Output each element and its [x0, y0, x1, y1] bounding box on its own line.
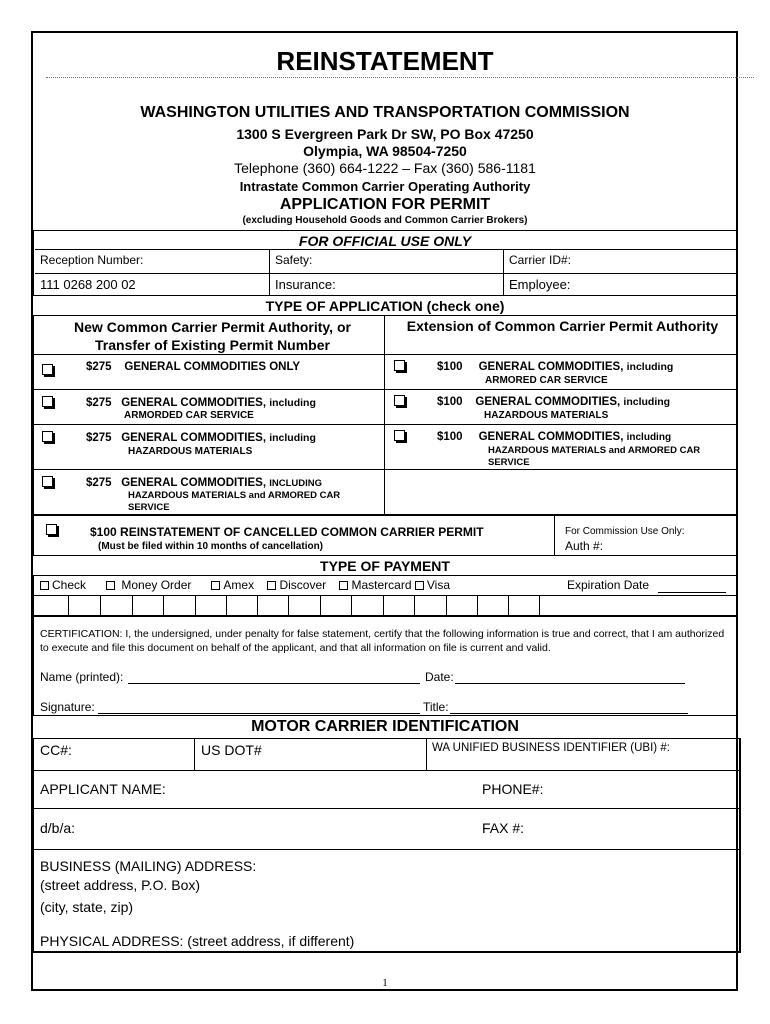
right-option-2-price: $100 — [437, 396, 463, 408]
agency-address-line2: Olympia, WA 98504-7250 — [303, 143, 467, 159]
form-title: REINSTATEMENT — [276, 46, 494, 76]
employee-label: Employee: — [509, 277, 571, 292]
official-col-1 — [269, 249, 270, 296]
right-option-3 — [437, 431, 671, 443]
card-grid-cell-divider — [257, 595, 258, 616]
app-rule-1 — [34, 354, 736, 355]
card-grid-cell-divider — [320, 595, 321, 616]
right-option-2-sub: HAZARDOUS MATERIALS — [484, 410, 609, 421]
card-grid-cell-divider — [414, 595, 415, 616]
left-option-1-price: $275 — [86, 361, 112, 373]
authority-line: Intrastate Common Carrier Operating Authority — [239, 179, 531, 194]
applicant-name-label: APPLICANT NAME: — [40, 781, 166, 797]
expiration-date-label: Expiration Date — [567, 578, 650, 592]
agency-phone: Telephone (360) 664-1222 – Fax (360) 586-1181 — [234, 160, 536, 176]
left-option-4 — [86, 477, 322, 489]
new-permit-heading: New Common Carrier Permit Authority, or Transfer of Existing Permit Number — [74, 319, 351, 353]
right-option-3-sub: HAZARDOUS MATERIALS and ARMORED CAR SERVICE — [488, 445, 701, 468]
card-grid-cell-divider — [163, 595, 164, 616]
left-option-4-sub: HAZARDOUS MATERIALS and ARMORED CAR SERVICE — [128, 490, 341, 513]
mc-col-1 — [194, 738, 195, 770]
insurance-label: Insurance: — [275, 277, 336, 292]
motor-carrier-title: MOTOR CARRIER IDENTIFICATION — [251, 718, 519, 735]
payment-money-order-label: Money Order — [121, 578, 192, 592]
payment-mastercard[interactable] — [339, 578, 411, 592]
official-use-title: FOR OFFICIAL USE ONLY — [298, 233, 472, 249]
us-dot-label: US DOT# — [201, 742, 262, 758]
app-rule-3 — [34, 424, 736, 425]
name-printed-label: Name (printed): — [40, 670, 124, 684]
carrier-id-label: Carrier ID#: — [509, 253, 572, 267]
physical-address-label: PHYSICAL ADDRESS: (street address, if different) — [40, 933, 355, 949]
mc-rule-2 — [33, 808, 741, 809]
right-option-3-main: GENERAL COMMODITIES, — [478, 431, 624, 443]
official-rule-2 — [35, 273, 736, 274]
signature-field[interactable] — [98, 713, 420, 714]
right-option-3-checkbox[interactable] — [394, 428, 405, 446]
application-title: APPLICATION FOR PERMIT — [279, 196, 491, 213]
card-grid-top — [34, 595, 736, 596]
title-field[interactable] — [450, 713, 688, 714]
card-grid-cell-divider — [351, 595, 352, 616]
left-option-3-main: GENERAL COMMODITIES, — [121, 432, 267, 444]
left-option-4-checkbox[interactable] — [42, 474, 53, 492]
mc-rule-1 — [33, 770, 741, 771]
fax-label: FAX #: — [482, 820, 525, 836]
name-printed-field[interactable] — [128, 683, 420, 684]
certification-text: CERTIFICATION: I, the undersigned, under penalty for false statement, certify that the following information is true and correct, that I am authorized to execute and file this document on behalf of the applicant, and that all information on file is current and valid. — [40, 628, 725, 654]
dba-label: d/b/a: — [40, 820, 76, 836]
left-option-4-main: GENERAL COMMODITIES, — [121, 477, 267, 489]
left-option-1-checkbox[interactable] — [42, 362, 53, 380]
payment-amex-label: Amex — [223, 578, 255, 592]
app-rule-2 — [34, 389, 736, 390]
reception-number-label: Reception Number: — [40, 253, 144, 267]
right-option-1-main: GENERAL COMMODITIES, — [478, 361, 624, 373]
card-grid-cell-divider — [446, 595, 447, 616]
date-field[interactable] — [455, 683, 685, 684]
card-grid-cell-divider — [539, 595, 540, 616]
card-grid-cell-divider — [68, 595, 69, 616]
left-option-1-main: GENERAL COMMODITIES ONLY — [124, 361, 301, 373]
reinstatement-option: $100 REINSTATEMENT OF CANCELLED COMMON CARRIER PERMIT — [90, 525, 484, 539]
title-label: Title: — [423, 700, 449, 714]
card-grid-cell-divider — [195, 595, 196, 616]
card-grid-cell-divider — [132, 595, 133, 616]
payment-check-label: Check — [52, 578, 87, 592]
agency-address-line1: 1300 S Evergreen Park Dr SW, PO Box 47250 — [236, 126, 534, 142]
mc-rule-3 — [33, 849, 741, 850]
right-option-2-main: GENERAL COMMODITIES, — [475, 396, 621, 408]
right-option-1-sub: ARMORED CAR SERVICE — [485, 375, 608, 386]
right-option-1-price: $100 — [437, 361, 463, 373]
official-col-2 — [503, 249, 504, 296]
safety-label: Safety: — [275, 253, 313, 267]
agency-name: WASHINGTON UTILITIES AND TRANSPORTATION COMMISSION — [140, 104, 630, 121]
card-grid-cell-divider — [100, 595, 101, 616]
application-center-divider — [384, 315, 385, 515]
reception-number-value: 111 0268 200 02 — [40, 277, 136, 292]
card-grid-cell-divider — [508, 595, 509, 616]
left-option-2 — [86, 397, 316, 409]
reinstatement-divider — [554, 515, 555, 556]
date-label: Date: — [425, 670, 454, 684]
exclusion-note: (excluding Household Goods and Common Carrier Brokers) — [242, 215, 528, 226]
ubi-label: WA UNIFIED BUSINESS IDENTIFIER (UBI) #: — [432, 742, 670, 754]
right-option-2 — [437, 396, 670, 408]
payment-money-order[interactable] — [106, 578, 191, 592]
left-option-2-suffix: including — [269, 397, 316, 409]
business-address-label: BUSINESS (MAILING) ADDRESS: — [40, 858, 257, 874]
left-option-3-sub: HAZARDOUS MATERIALS — [128, 446, 253, 457]
card-grid-cell-divider — [383, 595, 384, 616]
reinstatement-note: (Must be filed within 10 months of cancellation) — [98, 541, 324, 552]
left-option-3-price: $275 — [86, 432, 112, 444]
left-option-3-checkbox[interactable] — [42, 429, 53, 447]
right-option-3-price: $100 — [437, 431, 463, 443]
payment-mastercard-label: Mastercard — [351, 578, 412, 592]
mc-col-2 — [426, 738, 427, 770]
left-option-3 — [86, 432, 316, 444]
expiration-date-field[interactable] — [658, 592, 726, 593]
payment-amex[interactable] — [211, 578, 254, 592]
left-option-1 — [86, 361, 300, 373]
payment-discover[interactable] — [267, 578, 326, 592]
payment-visa-label: Visa — [426, 578, 450, 592]
left-option-2-main: GENERAL COMMODITIES, — [121, 397, 267, 409]
right-option-1-suffix: including — [626, 361, 674, 373]
cc-number-label: CC#: — [40, 742, 72, 758]
left-option-2-sub: ARMORDED CAR SERVICE — [124, 410, 254, 421]
right-option-1-checkbox[interactable] — [394, 358, 405, 376]
payment-visa[interactable] — [415, 578, 450, 592]
right-option-2-suffix: including — [623, 396, 671, 408]
page-number: 1 — [382, 977, 388, 989]
title-divider — [46, 77, 754, 78]
left-option-4-suffix: INCLUDING — [269, 478, 322, 489]
payment-discover-label: Discover — [279, 578, 327, 592]
phone-label: PHONE#: — [482, 781, 544, 797]
right-option-3-suffix: including — [626, 432, 672, 443]
left-option-2-price: $275 — [86, 397, 112, 409]
left-option-2-checkbox[interactable] — [42, 394, 53, 412]
right-option-2-checkbox[interactable] — [394, 393, 405, 411]
city-state-zip-hint: (city, state, zip) — [40, 899, 134, 915]
application-type-title: TYPE OF APPLICATION (check one) — [265, 298, 505, 314]
street-address-hint: (street address, P.O. Box) — [40, 877, 201, 893]
reinstatement-checkbox[interactable] — [46, 522, 57, 540]
extension-heading: Extension of Common Carrier Permit Authority — [406, 318, 719, 334]
commission-use-label: For Commission Use Only: — [565, 526, 685, 537]
payment-type-title: TYPE OF PAYMENT — [320, 558, 450, 574]
payment-check[interactable] — [40, 578, 86, 592]
app-rule-4 — [34, 469, 736, 470]
signature-label: Signature: — [40, 700, 95, 714]
card-grid-cell-divider — [288, 595, 289, 616]
auth-number-label: Auth #: — [565, 539, 604, 553]
left-option-4-price: $275 — [86, 477, 112, 489]
left-option-3-suffix: including — [269, 432, 316, 444]
card-grid-cell-divider — [226, 595, 227, 616]
card-grid-cell-divider — [477, 595, 478, 616]
official-rule-1 — [35, 249, 736, 250]
payment-options — [40, 578, 450, 592]
right-option-1 — [437, 361, 673, 373]
